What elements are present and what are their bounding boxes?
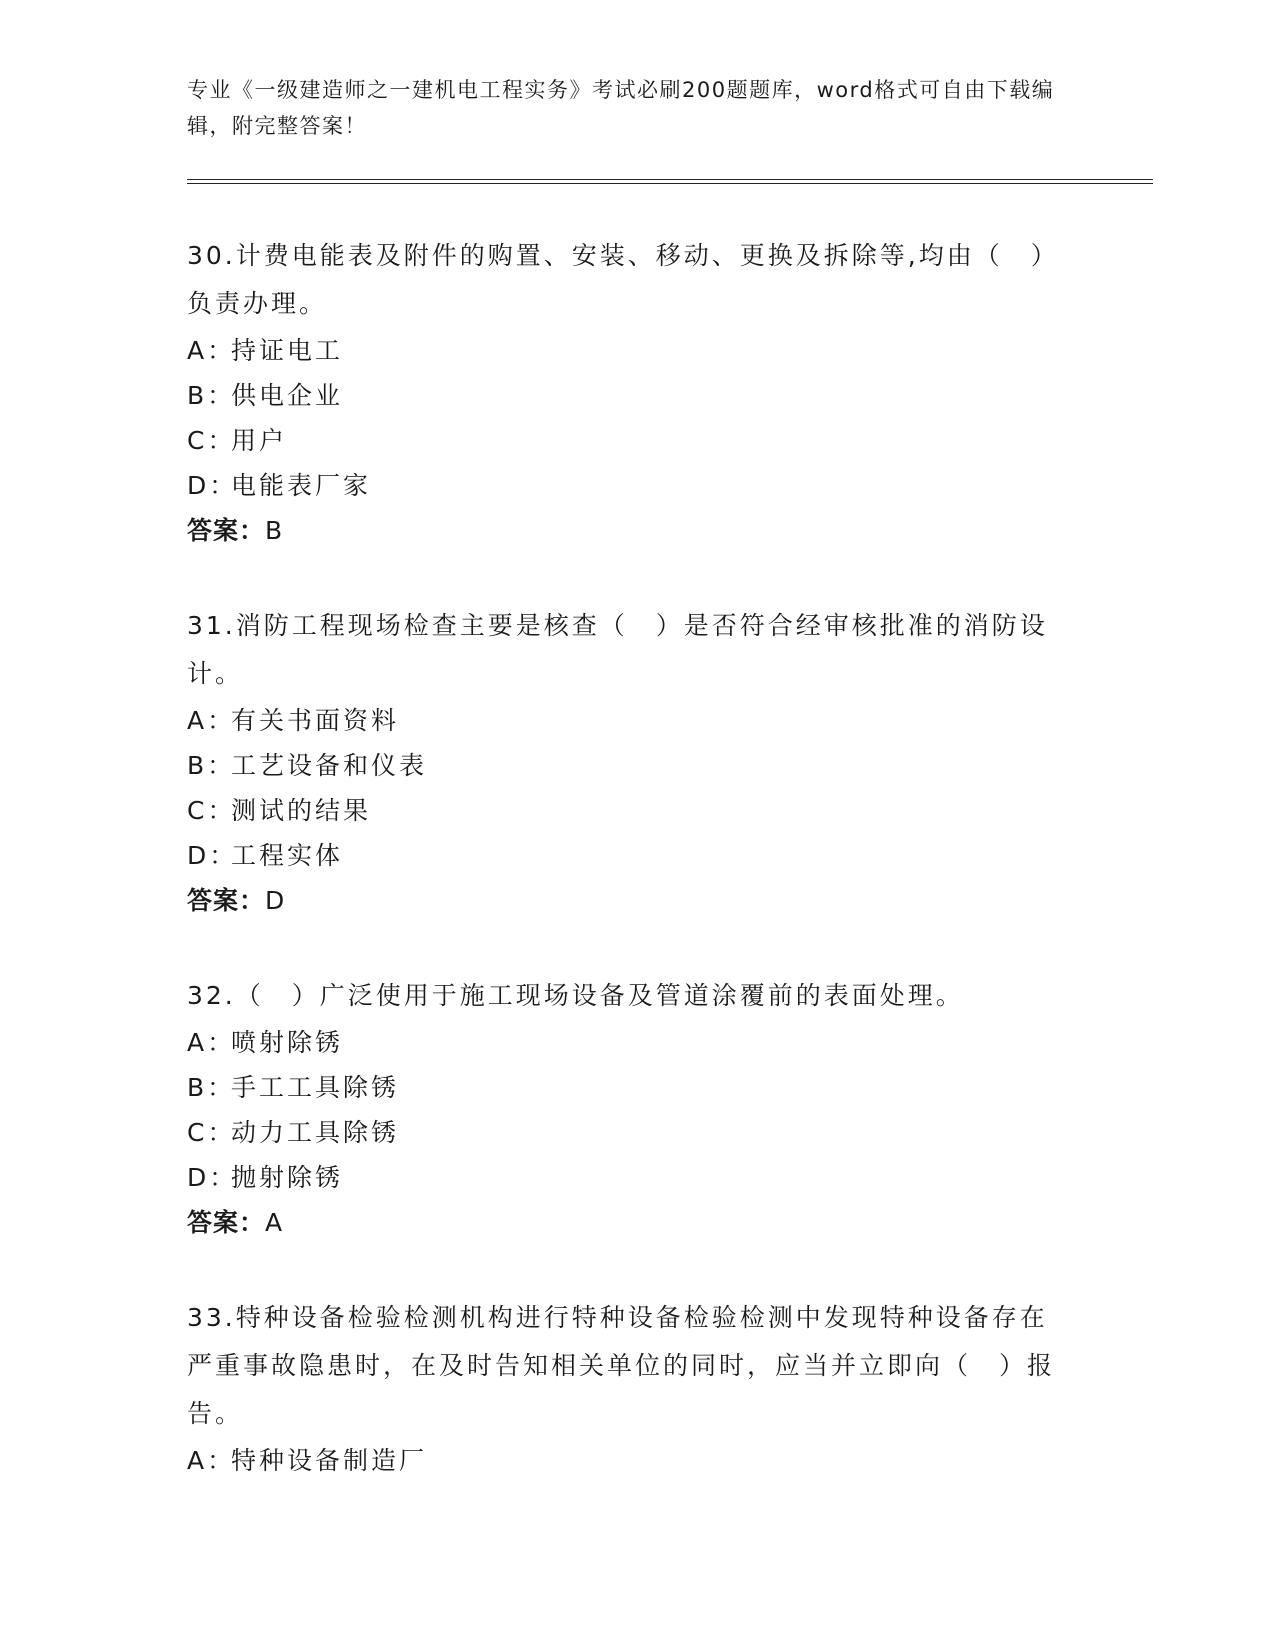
answer-line [187, 878, 1067, 924]
option-text: 动力工具除锈 [231, 1118, 400, 1147]
option-text: 特种设备制造厂 [231, 1446, 428, 1475]
option-d [187, 1155, 1067, 1200]
header-divider [187, 179, 1153, 184]
option-text: 电能表厂家 [231, 471, 372, 500]
option-letter: B： [187, 381, 236, 410]
option-text: 手工工具除锈 [231, 1073, 400, 1102]
option-text: 工艺设备和仪表 [231, 751, 428, 780]
option-b [187, 743, 1067, 788]
answer-value: B [265, 516, 284, 545]
answer-value: D [265, 886, 286, 915]
option-letter: D： [187, 1163, 238, 1192]
option-letter: B： [187, 1073, 236, 1102]
option-text: 抛射除锈 [231, 1163, 344, 1192]
option-text: 持证电工 [231, 336, 344, 365]
question-text: 30.计费电能表及附件的购置、安装、移动、更换及拆除等,均由（ ）负责办理。 [187, 241, 1059, 318]
option-text: 测试的结果 [231, 796, 372, 825]
answer-value: A [265, 1208, 284, 1237]
question-32 [187, 972, 1067, 1246]
question-30 [187, 232, 1067, 554]
option-text: 工程实体 [231, 841, 344, 870]
question-list [187, 232, 1067, 1531]
question-text: 33.特种设备检验检测机构进行特种设备检验检测中发现特种设备存在严重事故隐患时，在及时告知相关单位的同时，应当并立即向（ ）报告。 [187, 1303, 1056, 1428]
option-letter: A： [187, 1028, 236, 1057]
option-letter: D： [187, 471, 238, 500]
answer-line [187, 508, 1067, 554]
option-c [187, 418, 1067, 463]
option-letter: A： [187, 706, 236, 735]
question-33 [187, 1294, 1067, 1483]
option-b [187, 373, 1067, 418]
answer-label: 答案： [187, 886, 266, 915]
option-letter: D： [187, 841, 238, 870]
option-a [187, 698, 1067, 743]
option-letter: A： [187, 1446, 236, 1475]
question-31 [187, 602, 1067, 924]
option-letter: C： [187, 426, 236, 455]
option-text: 喷射除锈 [231, 1028, 344, 1057]
answer-line [187, 1200, 1067, 1246]
option-a [187, 328, 1067, 373]
document-header: 专业《一级建造师之一建机电工程实务》考试必刷200题题库，word格式可自由下载编辑，附完整答案！ [187, 78, 1055, 138]
answer-label: 答案： [187, 1208, 266, 1237]
option-letter: A： [187, 336, 236, 365]
option-c [187, 1110, 1067, 1155]
option-d [187, 463, 1067, 508]
option-b [187, 1065, 1067, 1110]
option-d [187, 833, 1067, 878]
answer-label: 答案： [187, 516, 266, 545]
option-text: 用户 [231, 426, 288, 455]
option-letter: C： [187, 796, 236, 825]
option-a [187, 1438, 1067, 1483]
option-c [187, 788, 1067, 833]
question-text: 32.（ ）广泛使用于施工现场设备及管道涂覆前的表面处理。 [187, 981, 964, 1010]
question-text: 31.消防工程现场检查主要是核查（ ）是否符合经审核批准的消防设计。 [187, 611, 1048, 688]
option-a [187, 1020, 1067, 1065]
option-text: 有关书面资料 [231, 706, 400, 735]
option-letter: B： [187, 751, 236, 780]
option-text: 供电企业 [231, 381, 344, 410]
option-letter: C： [187, 1118, 236, 1147]
